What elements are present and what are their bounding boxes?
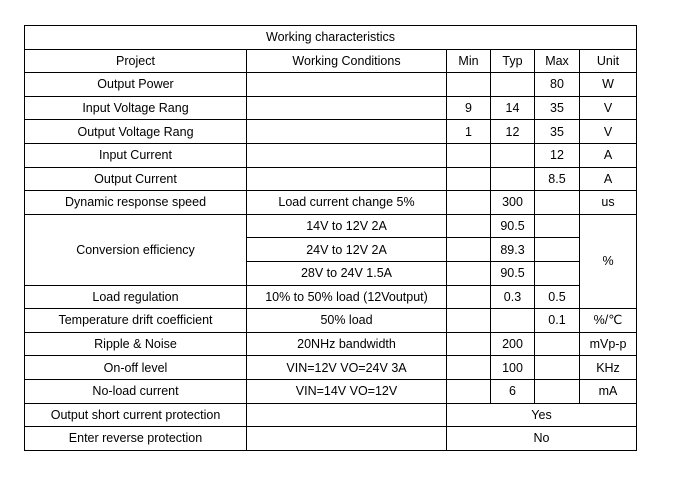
cell-conditions: 14V to 12V 2A bbox=[247, 214, 447, 238]
cell-unit: mVp-p bbox=[580, 332, 637, 356]
working-characteristics-table bbox=[24, 25, 637, 451]
cell-project: Output Current bbox=[25, 167, 247, 191]
cell-min bbox=[447, 73, 491, 97]
table-row bbox=[25, 96, 637, 120]
cell-max: 80 bbox=[535, 73, 580, 97]
table-row bbox=[25, 403, 637, 427]
cell-min bbox=[447, 238, 491, 262]
cell-unit: us bbox=[580, 191, 637, 215]
cell-typ: 14 bbox=[491, 96, 535, 120]
cell-conditions: 28V to 24V 1.5A bbox=[247, 261, 447, 285]
cell-max bbox=[535, 214, 580, 238]
cell-typ: 6 bbox=[491, 379, 535, 403]
cell-min bbox=[447, 379, 491, 403]
table-row bbox=[25, 167, 637, 191]
cell-typ: 90.5 bbox=[491, 261, 535, 285]
cell-min bbox=[447, 143, 491, 167]
cell-max: 8.5 bbox=[535, 167, 580, 191]
header-max: Max bbox=[535, 49, 580, 73]
table-row bbox=[25, 332, 637, 356]
table-row bbox=[25, 214, 637, 238]
cell-typ: 90.5 bbox=[491, 214, 535, 238]
cell-conditions: 20NHz bandwidth bbox=[247, 332, 447, 356]
table-row bbox=[25, 143, 637, 167]
cell-project: Input Voltage Rang bbox=[25, 96, 247, 120]
cell-typ bbox=[491, 167, 535, 191]
cell-max bbox=[535, 191, 580, 215]
cell-value: Yes bbox=[447, 403, 637, 427]
cell-unit: A bbox=[580, 167, 637, 191]
cell-typ bbox=[491, 73, 535, 97]
cell-conditions bbox=[247, 427, 447, 451]
cell-typ bbox=[491, 143, 535, 167]
cell-min bbox=[447, 261, 491, 285]
cell-min: 1 bbox=[447, 120, 491, 144]
table-row bbox=[25, 120, 637, 144]
cell-max bbox=[535, 379, 580, 403]
cell-min bbox=[447, 167, 491, 191]
cell-min bbox=[447, 356, 491, 380]
table-row bbox=[25, 73, 637, 97]
cell-max: 12 bbox=[535, 143, 580, 167]
cell-project: Output short current protection bbox=[25, 403, 247, 427]
header-row bbox=[25, 49, 637, 73]
cell-project: Output Voltage Rang bbox=[25, 120, 247, 144]
cell-conditions: Load current change 5% bbox=[247, 191, 447, 215]
table-row bbox=[25, 191, 637, 215]
cell-conditions bbox=[247, 167, 447, 191]
cell-conditions: 10% to 50% load (12Voutput) bbox=[247, 285, 447, 309]
cell-project: No-load current bbox=[25, 379, 247, 403]
cell-min bbox=[447, 285, 491, 309]
cell-max: 0.5 bbox=[535, 285, 580, 309]
cell-min bbox=[447, 332, 491, 356]
cell-conditions bbox=[247, 73, 447, 97]
table-row bbox=[25, 427, 637, 451]
header-project: Project bbox=[25, 49, 247, 73]
cell-max bbox=[535, 356, 580, 380]
cell-min: 9 bbox=[447, 96, 491, 120]
cell-conditions: VIN=14V VO=12V bbox=[247, 379, 447, 403]
cell-project: On-off level bbox=[25, 356, 247, 380]
cell-unit: W bbox=[580, 73, 637, 97]
cell-max: 35 bbox=[535, 96, 580, 120]
table-row bbox=[25, 356, 637, 380]
header-conditions: Working Conditions bbox=[247, 49, 447, 73]
cell-project: Temperature drift coefficient bbox=[25, 309, 247, 333]
cell-unit: V bbox=[580, 120, 637, 144]
header-min: Min bbox=[447, 49, 491, 73]
cell-project: Conversion efficiency bbox=[25, 214, 247, 285]
table-row bbox=[25, 309, 637, 333]
cell-unit: KHz bbox=[580, 356, 637, 380]
cell-project: Load regulation bbox=[25, 285, 247, 309]
cell-conditions bbox=[247, 96, 447, 120]
cell-typ: 200 bbox=[491, 332, 535, 356]
cell-unit: A bbox=[580, 143, 637, 167]
cell-typ: 89.3 bbox=[491, 238, 535, 262]
cell-unit: % bbox=[580, 214, 637, 308]
header-unit: Unit bbox=[580, 49, 637, 73]
cell-typ: 100 bbox=[491, 356, 535, 380]
cell-conditions bbox=[247, 143, 447, 167]
cell-max bbox=[535, 238, 580, 262]
table-row bbox=[25, 379, 637, 403]
cell-project: Ripple & Noise bbox=[25, 332, 247, 356]
cell-unit: %/℃ bbox=[580, 309, 637, 333]
cell-max: 0.1 bbox=[535, 309, 580, 333]
cell-typ: 300 bbox=[491, 191, 535, 215]
cell-project: Output Power bbox=[25, 73, 247, 97]
cell-max bbox=[535, 261, 580, 285]
cell-conditions: VIN=12V VO=24V 3A bbox=[247, 356, 447, 380]
cell-typ: 0.3 bbox=[491, 285, 535, 309]
cell-typ: 12 bbox=[491, 120, 535, 144]
cell-conditions bbox=[247, 120, 447, 144]
table-title: Working characteristics bbox=[25, 26, 637, 50]
table-row bbox=[25, 285, 637, 309]
cell-conditions bbox=[247, 403, 447, 427]
cell-unit: mA bbox=[580, 379, 637, 403]
cell-conditions: 24V to 12V 2A bbox=[247, 238, 447, 262]
cell-min bbox=[447, 191, 491, 215]
cell-typ bbox=[491, 309, 535, 333]
cell-unit: V bbox=[580, 96, 637, 120]
cell-min bbox=[447, 214, 491, 238]
cell-value: No bbox=[447, 427, 637, 451]
cell-project: Dynamic response speed bbox=[25, 191, 247, 215]
cell-project: Input Current bbox=[25, 143, 247, 167]
cell-max bbox=[535, 332, 580, 356]
table-title-row bbox=[25, 26, 637, 50]
cell-conditions: 50% load bbox=[247, 309, 447, 333]
cell-max: 35 bbox=[535, 120, 580, 144]
header-typ: Typ bbox=[491, 49, 535, 73]
cell-project: Enter reverse protection bbox=[25, 427, 247, 451]
cell-min bbox=[447, 309, 491, 333]
